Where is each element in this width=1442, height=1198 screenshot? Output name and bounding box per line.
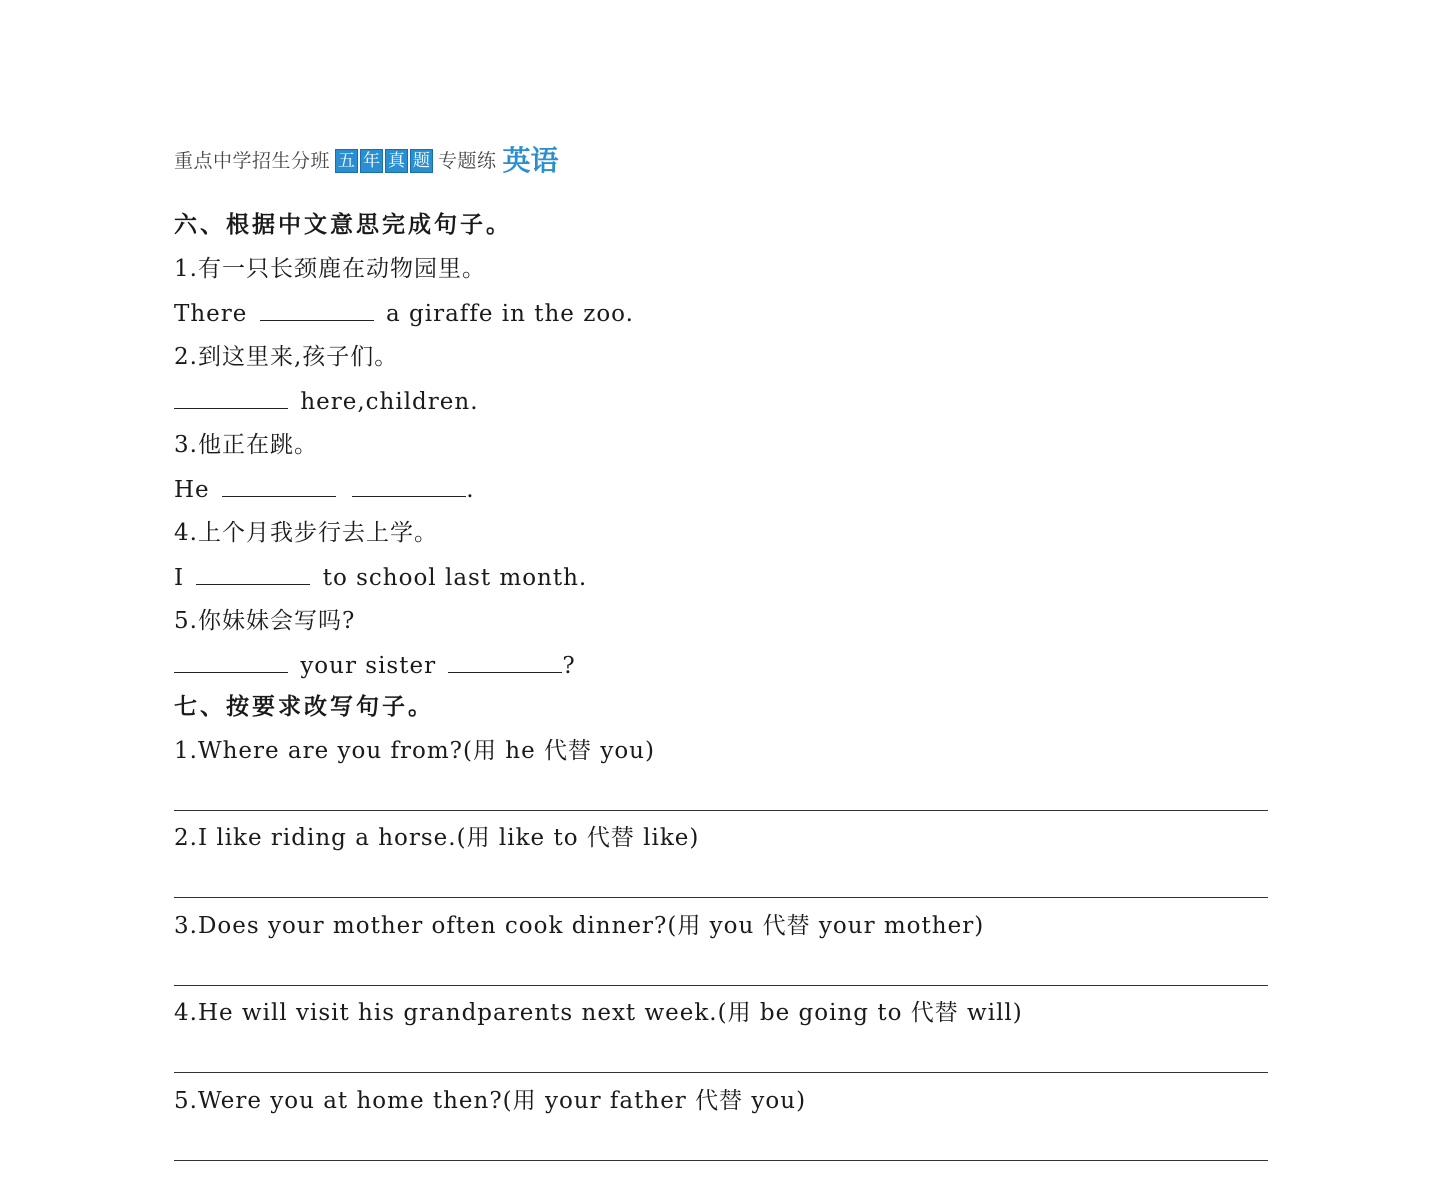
q6-1-english <box>174 298 634 329</box>
q6-1-suffix: a giraffe in the zoo. <box>386 301 634 327</box>
q6-3-chinese: 3.他正在跳。 <box>174 432 318 458</box>
box-char: 真 <box>385 149 408 173</box>
box-char: 五 <box>335 149 358 173</box>
box-char: 题 <box>410 149 433 173</box>
q6-4-prefix: I <box>174 565 185 591</box>
q6-3-suffix: . <box>466 477 475 503</box>
answer-line[interactable] <box>174 985 1268 986</box>
q6-3-english <box>174 474 475 505</box>
q6-2-suffix: here,children. <box>300 389 479 415</box>
q6-5-chinese: 5.你妹妹会写吗? <box>174 608 356 634</box>
q7-4-prompt: 4.He will visit his grandparents next week.(用 be going to 代替 will) <box>174 1000 1023 1026</box>
q7-2-prompt: 2.I like riding a horse.(用 like to 代替 like) <box>174 825 700 851</box>
q6-4-english <box>174 562 587 593</box>
answer-line[interactable] <box>174 1072 1268 1073</box>
book-header <box>174 141 559 177</box>
answer-blank[interactable] <box>448 650 562 673</box>
q6-3-prefix: He <box>174 477 210 503</box>
series-title: 重点中学招生分班 <box>174 150 331 172</box>
answer-blank[interactable] <box>352 474 466 497</box>
q6-5-middle: your sister <box>300 653 437 679</box>
q6-1-chinese: 1.有一只长颈鹿在动物园里。 <box>174 256 486 282</box>
answer-blank[interactable] <box>222 474 336 497</box>
q7-3-prompt: 3.Does your mother often cook dinner?(用 you 代替 your mother) <box>174 913 985 939</box>
q6-5-english <box>174 650 576 681</box>
answer-blank[interactable] <box>260 298 374 321</box>
answer-blank[interactable] <box>196 562 310 585</box>
section-6-title: 六、根据中文意思完成句子。 <box>174 212 512 238</box>
section-7-title: 七、按要求改写句子。 <box>174 694 434 720</box>
q6-2-english <box>174 386 479 417</box>
highlight-boxes <box>335 149 433 177</box>
subject-title: 英语 <box>502 144 559 177</box>
answer-line[interactable] <box>174 1160 1268 1161</box>
q7-5-prompt: 5.Were you at home then?(用 your father 代替 you) <box>174 1088 807 1114</box>
series-suffix: 专题练 <box>438 150 497 172</box>
box-char: 年 <box>360 149 383 173</box>
answer-blank[interactable] <box>174 650 288 673</box>
q6-4-suffix: to school last month. <box>322 565 588 591</box>
q6-4-chinese: 4.上个月我步行去上学。 <box>174 520 438 546</box>
q6-5-suffix: ? <box>562 653 576 679</box>
answer-blank[interactable] <box>174 386 288 409</box>
q6-1-prefix: There <box>174 301 248 327</box>
q7-1-prompt: 1.Where are you from?(用 he 代替 you) <box>174 738 655 764</box>
q6-2-chinese: 2.到这里来,孩子们。 <box>174 344 399 370</box>
answer-line[interactable] <box>174 810 1268 811</box>
answer-line[interactable] <box>174 897 1268 898</box>
